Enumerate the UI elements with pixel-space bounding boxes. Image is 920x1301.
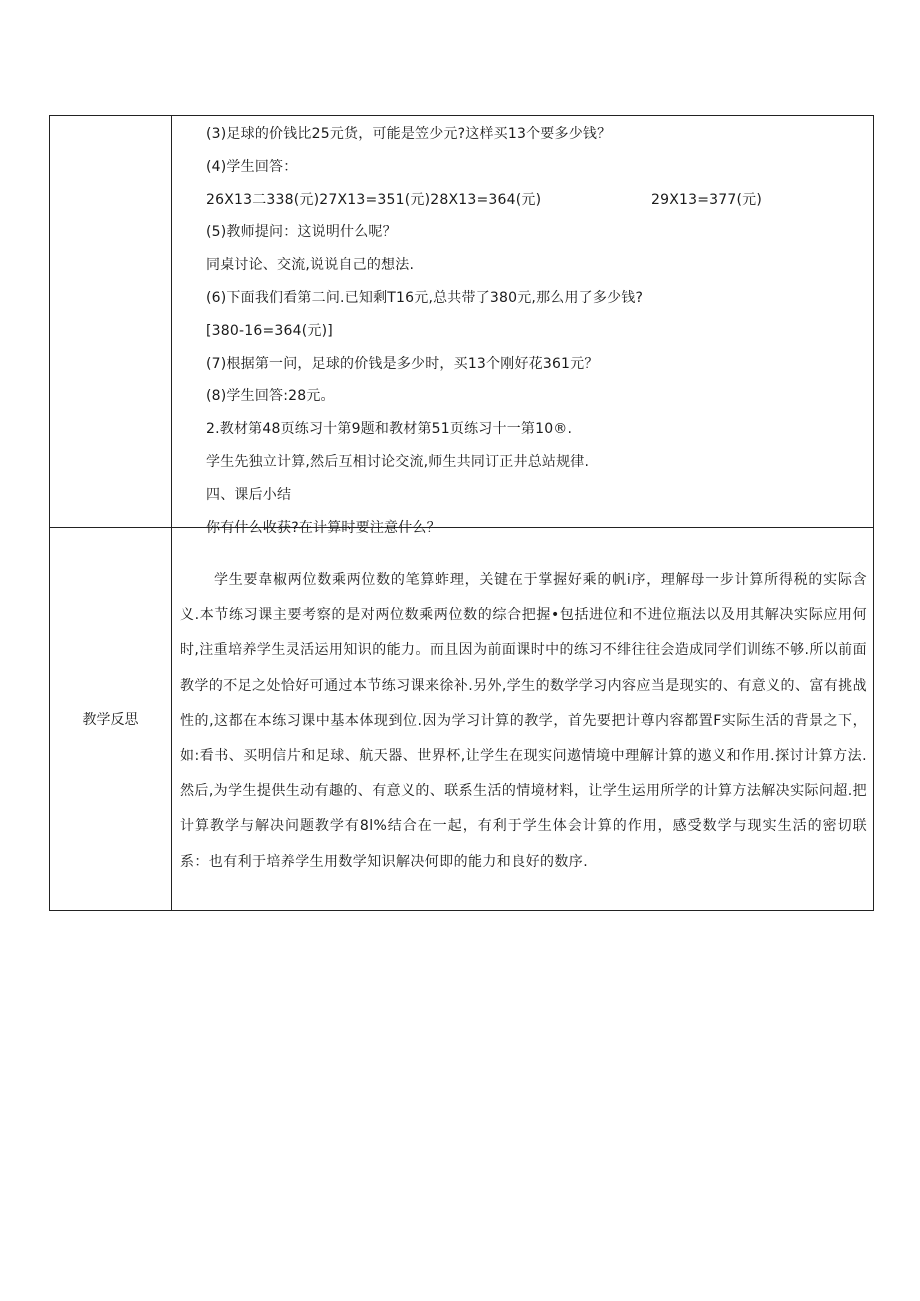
- process-line-question-6: (6)下面我们看第二问.已知剩T16元,总共带了380元,那么用了多少钱?: [206, 289, 644, 306]
- process-line-answer-4: (4)学生回答：: [206, 158, 298, 175]
- reflection-label: 教学反思: [50, 527, 172, 910]
- process-line-discussion: 同桌讨论、交流,说说自己的想法.: [206, 257, 415, 274]
- process-lines: [206, 118, 865, 544]
- process-label-cell: [50, 116, 172, 527]
- process-line-independent: 学生先独立计算,然后互相讨论交流,师生共同订正井总站规律.: [206, 453, 590, 470]
- process-content-cell: [172, 116, 873, 536]
- lesson-plan-table: [49, 115, 874, 911]
- process-line-summary-heading: 四、课后小结: [206, 486, 292, 503]
- calc-left: 26X13二338(元)27X13=351(元)28X13=364(元): [206, 191, 542, 208]
- process-line-formula: [380-16=364(元)]: [206, 322, 333, 339]
- process-line-answer-8: (8)学生回答:28元。: [206, 388, 335, 405]
- calc-right: 29X13=377(元): [651, 191, 762, 208]
- process-line-question-5: (5)教师提问：这说明什么呢？: [206, 224, 397, 241]
- reflection-paragraph: 学生要韋椒两位数乘两位数的笔算蚱理，关键在于掌握好乘的帆i序，理解母一步计算所得税的实际含义.本节练习课主要考察的是对两位数乘两位数的综合把握•包括进位和不进位瓶法以及用其解决实际应用何时,注重培养学生灵活运用知识的能力。而且因为前面课时中的练习不绯往往会造成同学们训练不够.所以前面教学的不足之处恰好可通过本节练习课来徐补.另外,学生的数学学习内容应当是现实的、有意义的、富有挑战性的,这都在本练习课中基本体现到位.因为学习计算的教学，首先要把计尊内容都置F实际生活的背景之下，如:看书、买明信片和足球、航天器、世界杯,让学生在现实问遨情境中理解计算的遨义和作用.探讨计算方法.然后,为学生提供生动有趣的、有意义的、联系生活的情境材料，让学生运用所学的计算方法解决实际问超.把计算教学与解决问题教学有8l%结合在一起，有利于学生体会计算的作用，感受数学与现实生活的密切联系：也有利于培养学生用数学知识解决何即的能力和良好的数序.: [180, 572, 867, 870]
- teaching-process-row: [50, 116, 873, 536]
- reflection-row: [50, 527, 873, 910]
- process-line-textbook: 2.教材第48页练习十第9题和教材第51页练习十一第10®.: [206, 421, 573, 438]
- reflection-content-cell: [172, 527, 873, 910]
- process-line-calculations: [206, 184, 865, 217]
- process-line-question-3: (3)足球的价钱比25元货，可能是笠少元?这样买13个要多少钱？: [206, 126, 612, 142]
- process-line-summary-question: 你有什么收获?在计算时要注意什么？: [206, 519, 441, 536]
- process-line-question-7: (7)根据第一问，足球的价钱是多少时，买13个刚好花361元？: [206, 355, 599, 372]
